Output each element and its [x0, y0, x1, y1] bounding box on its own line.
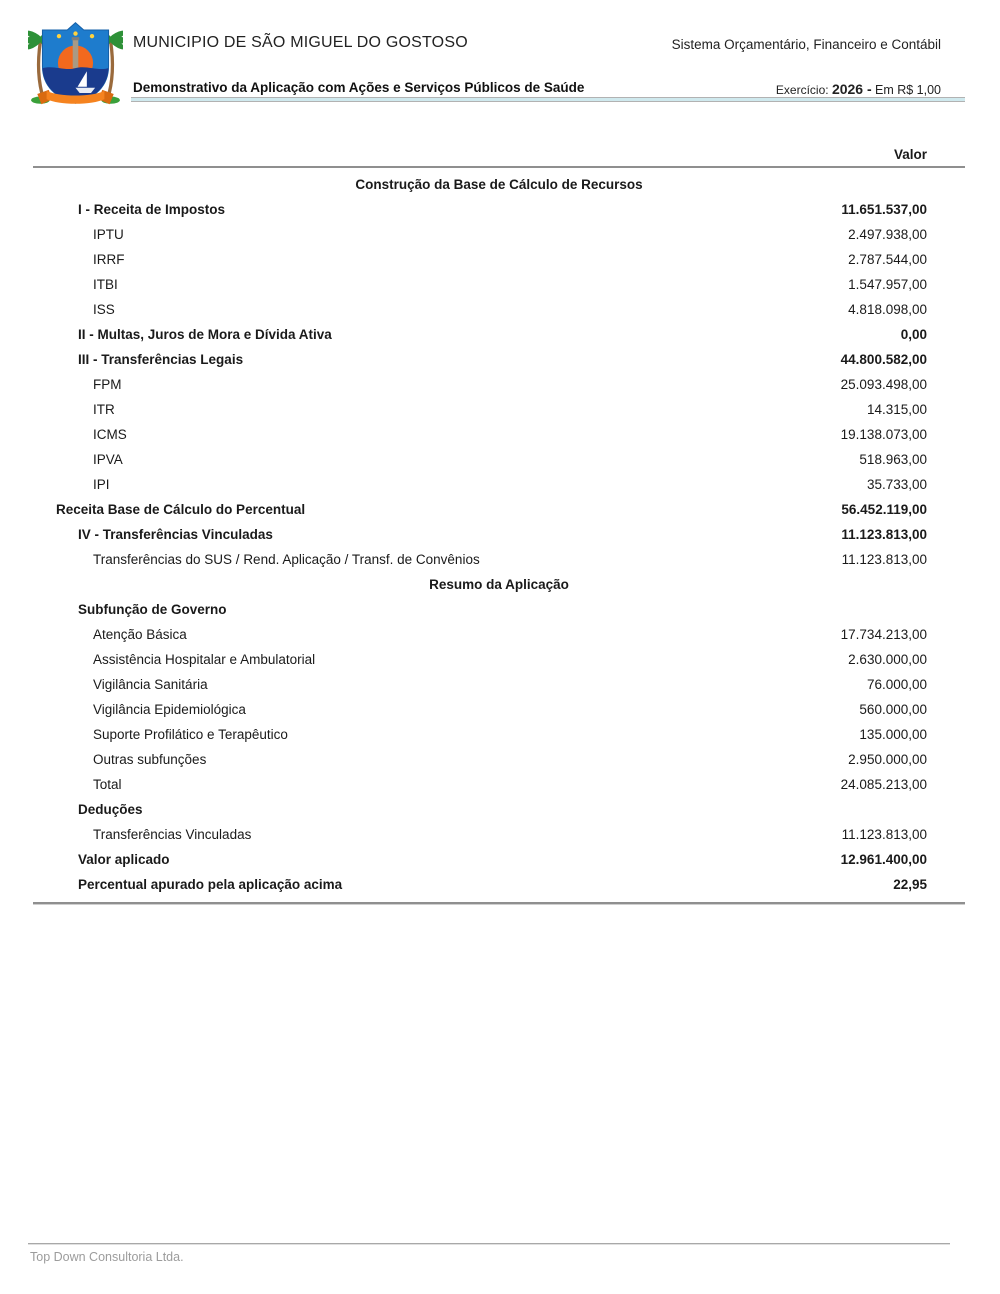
row-label: Atenção Básica	[93, 627, 187, 642]
row-value: 2.497.938,00	[848, 227, 927, 242]
row-value: 44.800.582,00	[840, 352, 927, 367]
row-label: Valor aplicado	[78, 852, 170, 867]
footer-divider	[28, 1243, 950, 1244]
row-value: 518.963,00	[859, 452, 927, 467]
row-value: 24.085.213,00	[840, 777, 927, 792]
table-row	[33, 522, 965, 547]
table-row	[33, 697, 965, 722]
table-row	[33, 722, 965, 747]
table-row	[33, 797, 965, 822]
row-label: Vigilância Sanitária	[93, 677, 208, 692]
table-row	[33, 322, 965, 347]
table-section-header: Construção da Base de Cálculo de Recursos	[355, 177, 643, 192]
row-label: Vigilância Epidemiológica	[93, 702, 246, 717]
row-label: Outras subfunções	[93, 752, 207, 767]
table-row	[33, 222, 965, 247]
row-label: IPTU	[93, 227, 124, 242]
row-value: 19.138.073,00	[840, 427, 927, 442]
table-row	[33, 497, 965, 522]
table-row	[33, 872, 965, 897]
row-value: 11.651.537,00	[841, 202, 927, 217]
row-label: Total	[93, 777, 122, 792]
row-value: 4.818.098,00	[848, 302, 927, 317]
exercise-label: Exercício:	[775, 83, 829, 97]
row-label: Assistência Hospitalar e Ambulatorial	[93, 652, 316, 667]
row-value: 56.452.119,00	[841, 502, 927, 517]
table-row	[33, 622, 965, 647]
row-label: Transferências Vinculadas	[93, 827, 252, 842]
table-row	[33, 397, 965, 422]
row-label: Suporte Profilático e Terapêutico	[93, 727, 288, 742]
row-value: 135.000,00	[859, 727, 927, 742]
municipality-name: MUNICIPIO DE SÃO MIGUEL DO GOSTOSO	[133, 34, 468, 51]
row-label: ITBI	[93, 277, 118, 292]
exercise-info	[776, 81, 941, 97]
star-icon	[90, 34, 94, 38]
table-row	[33, 447, 965, 472]
row-value: 11.123.813,00	[841, 552, 927, 567]
table-row	[33, 647, 965, 672]
row-value: 1.547.957,00	[848, 277, 927, 292]
row-value: 17.734.213,00	[840, 627, 927, 642]
lighthouse-icon	[73, 39, 79, 68]
municipal-coat-of-arms-logo	[28, 12, 123, 114]
row-label: IPVA	[93, 452, 123, 467]
row-label: Receita Base de Cálculo do Percentual	[56, 502, 306, 517]
row-label: III - Transferências Legais	[78, 352, 244, 367]
row-value: 12.961.400,00	[840, 852, 927, 867]
row-label: Subfunção de Governo	[78, 602, 227, 617]
table-row	[33, 672, 965, 697]
row-label: IV - Transferências Vinculadas	[78, 527, 273, 542]
table-row	[33, 297, 965, 322]
table-body	[33, 166, 965, 904]
system-name: Sistema Orçamentário, Financeiro e Contábil	[671, 37, 941, 52]
currency-note: Em R$ 1,00	[874, 83, 941, 97]
table-row	[33, 822, 965, 847]
table-row	[33, 472, 965, 497]
row-value: 2.630.000,00	[848, 652, 927, 667]
row-value: 2.950.000,00	[848, 752, 927, 767]
star-icon	[73, 31, 77, 35]
table-row	[33, 247, 965, 272]
header-divider	[131, 97, 965, 102]
row-value	[927, 597, 965, 622]
row-value: 14.315,00	[866, 402, 927, 417]
row-label: ISS	[93, 302, 115, 317]
footer-company: Top Down Consultoria Ltda.	[30, 1250, 184, 1264]
table-row	[33, 597, 965, 622]
row-label: I - Receita de Impostos	[78, 202, 226, 217]
coat-of-arms-icon	[28, 12, 123, 114]
exercise-year: 2026 -	[831, 81, 872, 97]
value-column-header: Valor	[893, 147, 927, 162]
table-row	[33, 347, 965, 372]
row-value: 11.123.813,00	[841, 827, 927, 842]
star-icon	[57, 34, 61, 38]
report-table	[33, 146, 965, 904]
row-value: 22,95	[893, 877, 927, 892]
row-value: 35.733,00	[866, 477, 927, 492]
row-label: IRRF	[93, 252, 125, 267]
row-label: ICMS	[93, 427, 127, 442]
table-section-header: Resumo da Aplicação	[429, 577, 569, 592]
row-value: 11.123.813,00	[841, 527, 927, 542]
row-label: ITR	[93, 402, 115, 417]
row-label: Transferências do SUS / Rend. Aplicação / Transf. de Convênios	[93, 552, 480, 567]
table-row	[33, 272, 965, 297]
row-label: IPI	[93, 477, 110, 492]
table-row	[33, 547, 965, 572]
table-row	[33, 422, 965, 447]
table-row	[33, 747, 965, 772]
row-value	[927, 797, 965, 822]
row-value: 25.093.498,00	[840, 377, 927, 392]
row-label: Percentual apurado pela aplicação acima	[78, 877, 343, 892]
row-value: 2.787.544,00	[848, 252, 927, 267]
row-value: 76.000,00	[866, 677, 927, 692]
table-row	[33, 772, 965, 797]
row-label: FPM	[93, 377, 122, 392]
table-row	[33, 372, 965, 397]
table-row	[33, 197, 965, 222]
row-label: Deduções	[78, 802, 143, 817]
report-title: Demonstrativo da Aplicação com Ações e Serviços Públicos de Saúde	[133, 80, 585, 95]
table-row	[33, 847, 965, 872]
row-value: 560.000,00	[859, 702, 927, 717]
row-label: II - Multas, Juros de Mora e Dívida Ativa	[78, 327, 332, 342]
row-value: 0,00	[900, 327, 927, 342]
